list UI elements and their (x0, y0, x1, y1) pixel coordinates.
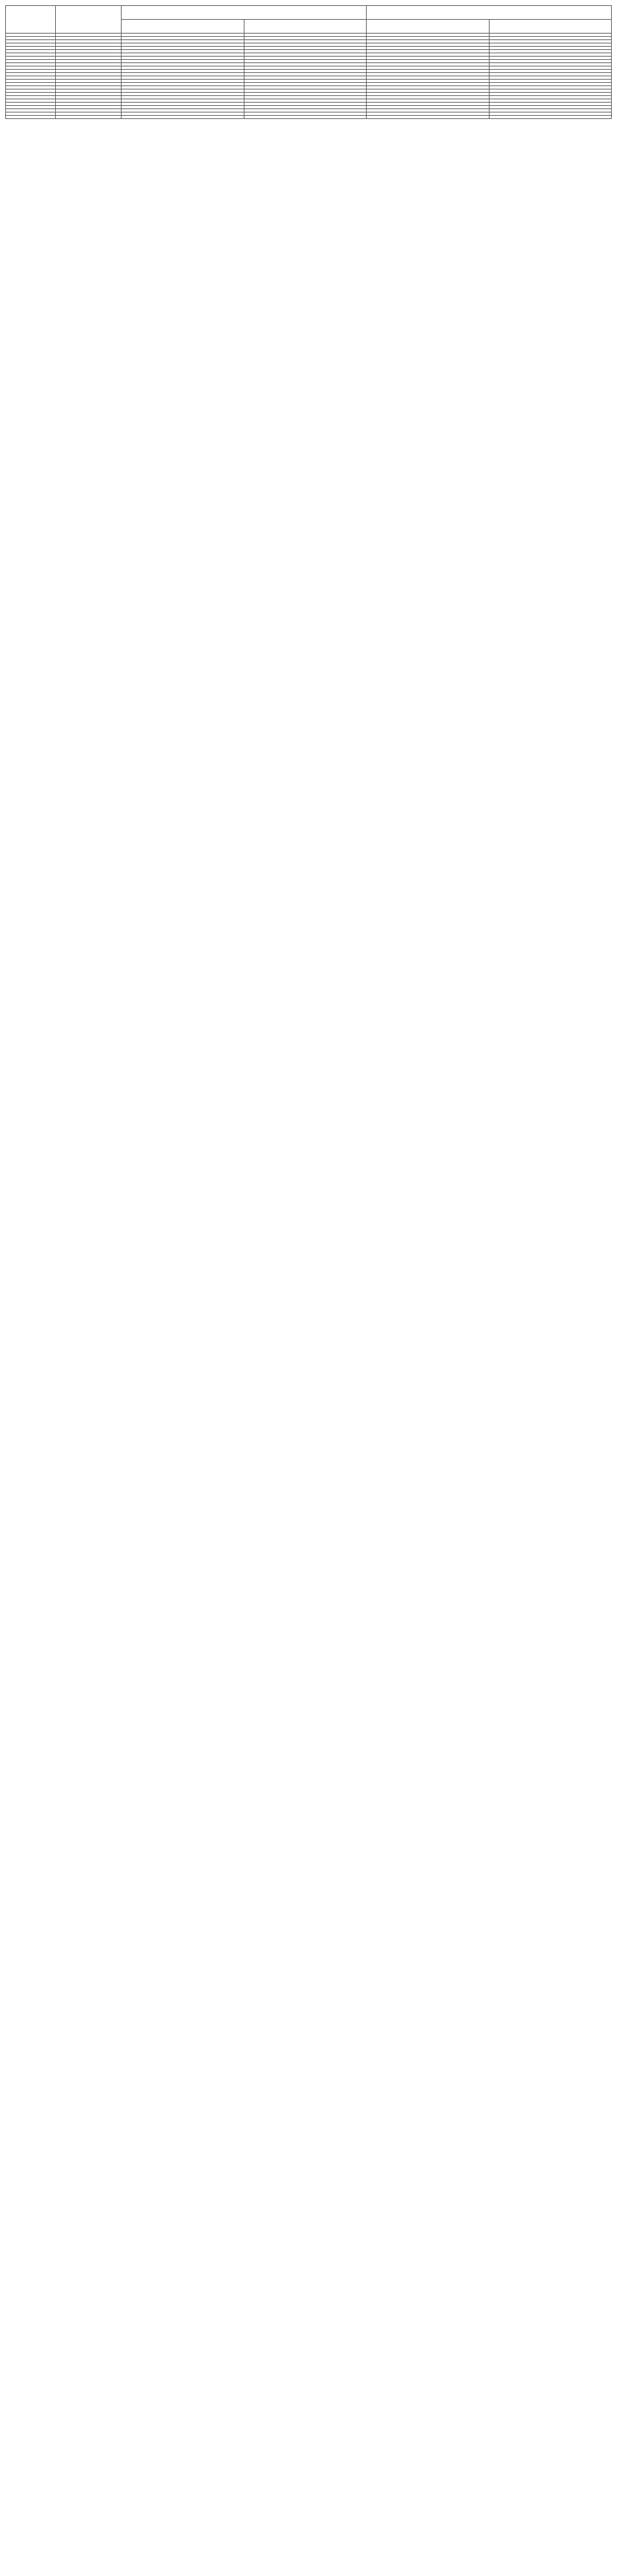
header-day2 (367, 6, 612, 20)
header-day1 (122, 6, 367, 20)
header-major-name (56, 6, 122, 34)
schedule-table (5, 5, 612, 119)
header-major-code (6, 6, 56, 34)
session-cell (122, 116, 244, 119)
session-cell (367, 116, 490, 119)
header-session-day2-am (367, 20, 490, 34)
header-session-day2-pm (489, 20, 612, 34)
session-cell (489, 116, 612, 119)
header-session-day1-pm (244, 20, 367, 34)
major-code (6, 116, 56, 119)
table-row (6, 116, 612, 119)
exam-schedule (5, 5, 611, 119)
schedule-body (6, 34, 612, 119)
header-session-day1-am (122, 20, 244, 34)
header-row-dates (6, 6, 612, 20)
session-cell (244, 116, 367, 119)
major-name (56, 116, 122, 119)
